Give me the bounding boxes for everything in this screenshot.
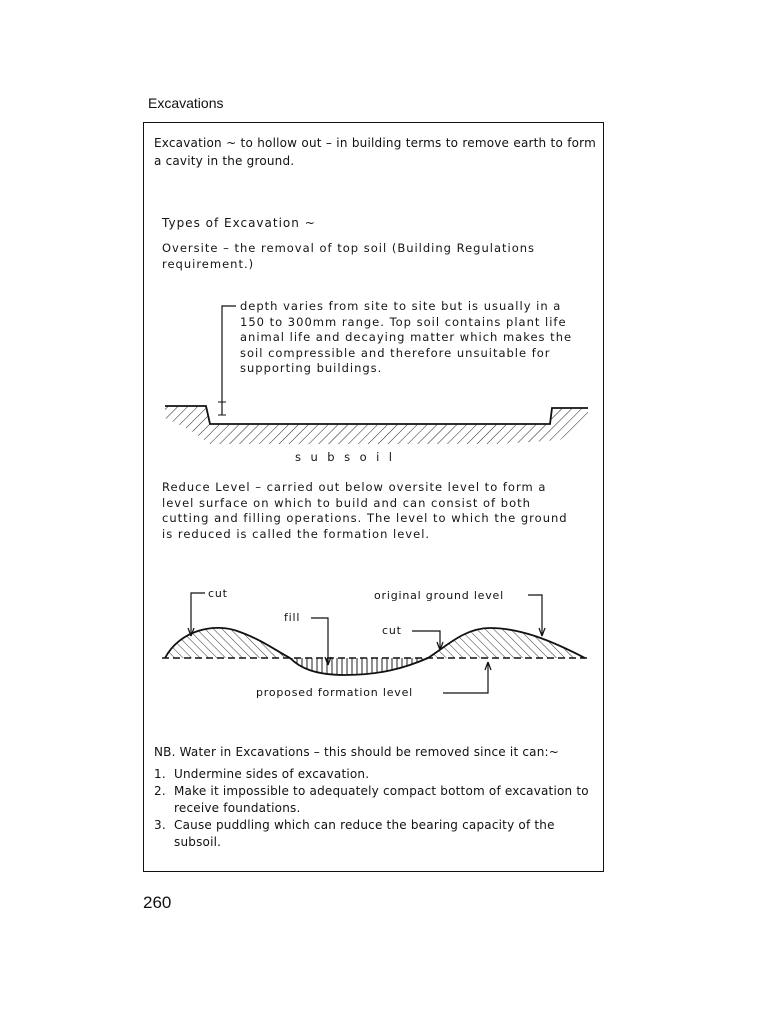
label-cut-right: cut: [382, 624, 402, 637]
nb-list: [154, 766, 596, 851]
intro-paragraph: Excavation ~ to hollow out – in building terms to remove earth to form a cavity in the ground.: [154, 136, 596, 168]
depth-note: depth varies from site to site but is usually in a 150 to 300mm range. Top soil contains plant life animal life and decaying matter which makes the soil compressible and therefore unsuitable for supporting buildings.: [240, 299, 573, 375]
list-item: 2. Make it impossible to adequately compact bottom of excavation to receive foundations.: [154, 784, 589, 815]
depth-leader-line: [222, 306, 236, 415]
label-formation-level: proposed formation level: [256, 686, 413, 699]
reduce-level-definition: Reduce Level – carried out below oversite level to form a level surface on which to build and can consist of both cutting and filling operations. The level to which the ground is reduced is called the formation level.: [162, 480, 568, 541]
list-item: 3. Cause puddling which can reduce the bearing capacity of the subsoil.: [154, 818, 555, 849]
label-fill: fill: [284, 611, 301, 624]
cut-left-hatch: [165, 628, 290, 658]
reduce-level-diagram: [162, 593, 588, 693]
label-cut-left: cut: [208, 587, 228, 600]
page-number: 260: [143, 893, 172, 912]
types-title: Types of Excavation ~: [162, 216, 316, 230]
oversite-profile: [165, 406, 588, 424]
page-header-title: Excavations: [148, 95, 224, 111]
list-item: 1. Undermine sides of excavation.: [154, 767, 370, 781]
formation-leader: [443, 662, 488, 693]
oversite-soil-hatch: [165, 406, 588, 444]
oversite-diagram: [165, 306, 588, 444]
oversite-definition: Oversite – the removal of top soil (Building Regulations requirement.): [162, 241, 536, 271]
subsoil-label: subsoil: [295, 450, 402, 464]
label-original-ground: original ground level: [374, 589, 504, 602]
cut-right-hatch: [428, 628, 585, 658]
cut-right-leader: [412, 631, 440, 650]
nb-title: NB. Water in Excavations – this should be removed since it can:~: [154, 745, 560, 759]
